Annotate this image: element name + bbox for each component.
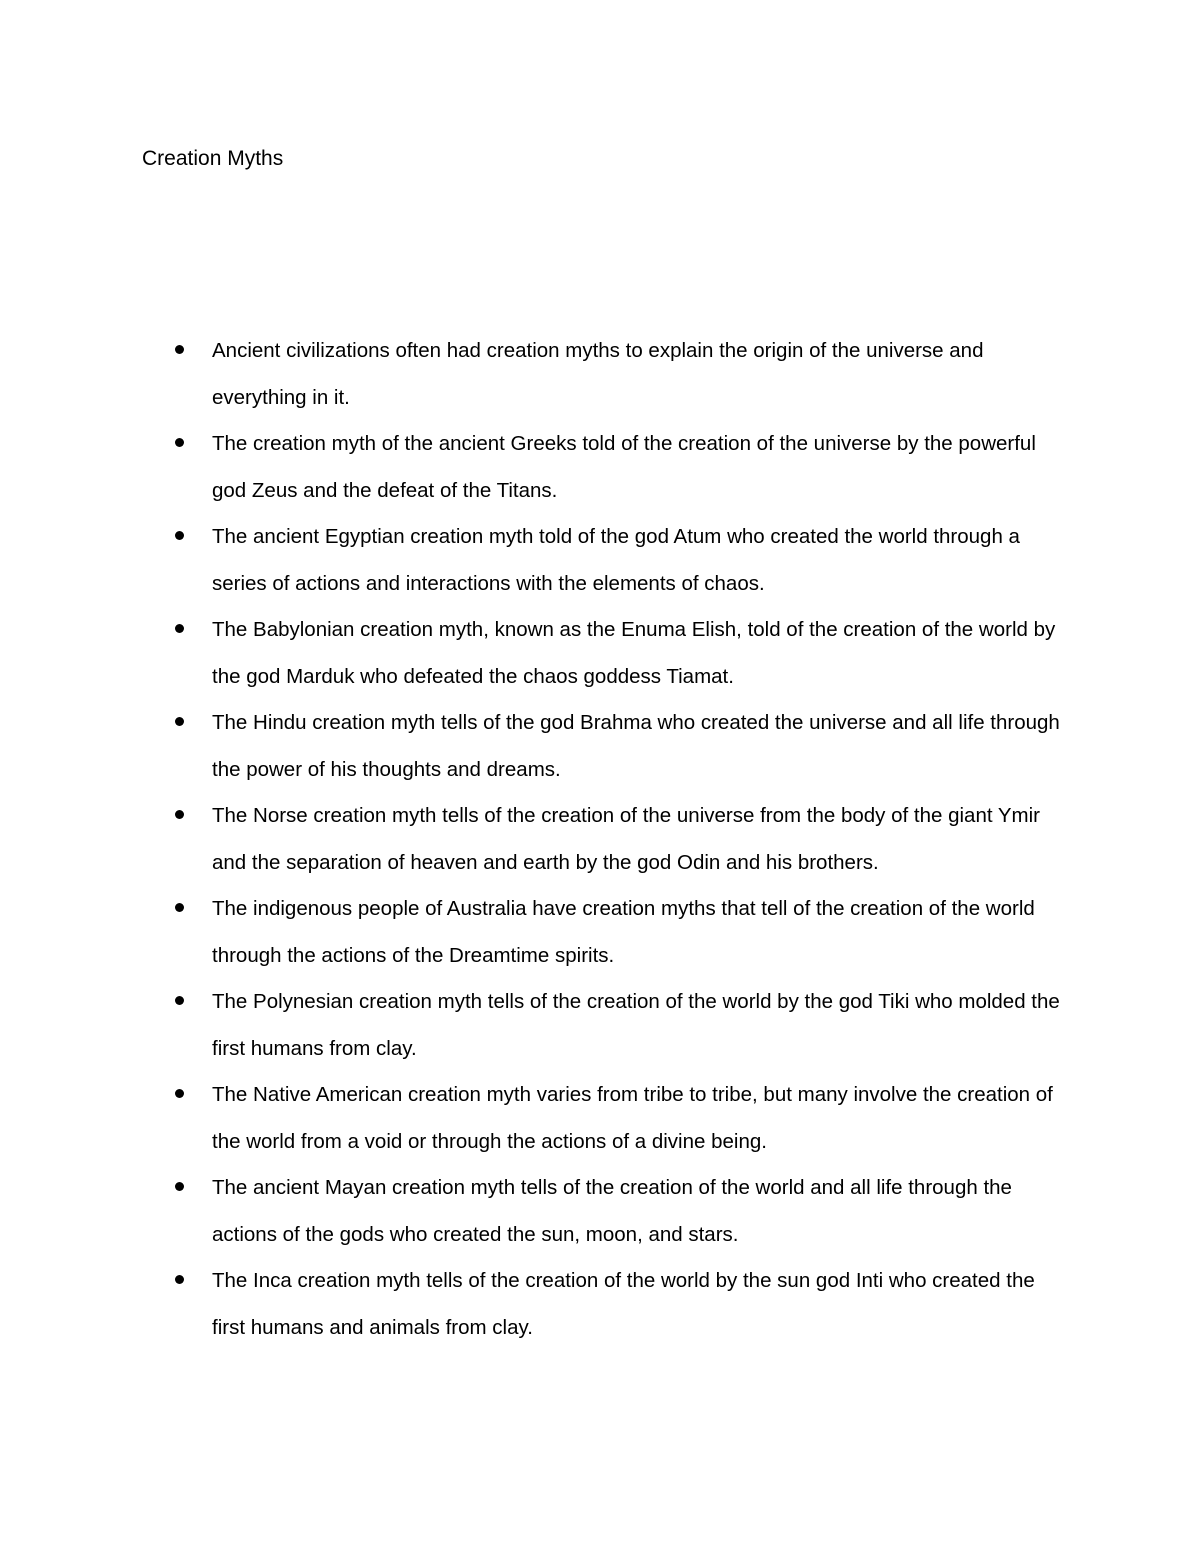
list-item-text: The Polynesian creation myth tells of the creation of the world by the god Tiki who molded the first humans from clay.: [212, 990, 1060, 1060]
creation-myths-list: [0, 328, 1200, 1351]
bullet-icon: [175, 810, 184, 819]
list-item: [0, 421, 1072, 514]
list-item-text: The Babylonian creation myth, known as the Enuma Elish, told of the creation of the world by the god Marduk who defeated the chaos goddess Tiamat.: [212, 618, 1056, 688]
list-item: [0, 514, 1072, 607]
list-item-text: The ancient Mayan creation myth tells of the creation of the world and all life through the actions of the gods who created the sun, moon, and stars.: [212, 1176, 1012, 1246]
list-item: [0, 700, 1072, 793]
list-item: [0, 607, 1072, 700]
list-item-text: Ancient civilizations often had creation myths to explain the origin of the universe and everything in it.: [212, 339, 984, 409]
bullet-icon: [175, 903, 184, 912]
bullet-icon: [175, 996, 184, 1005]
list-item-text: The Norse creation myth tells of the creation of the universe from the body of the giant Ymir and the separation of heaven and earth by the god Odin and his brothers.: [212, 804, 1041, 874]
bullet-icon: [175, 717, 184, 726]
list-item-text: The Native American creation myth varies from tribe to tribe, but many involve the creation of the world from a void or through the actions of a divine being.: [212, 1083, 1053, 1153]
bullet-icon: [175, 1275, 184, 1284]
bullet-icon: [175, 624, 184, 633]
bullet-icon: [175, 345, 184, 354]
list-item: [0, 886, 1072, 979]
bullet-icon: [175, 438, 184, 447]
list-item-text: The Inca creation myth tells of the creation of the world by the sun god Inti who created the first humans and animals from clay.: [212, 1269, 1035, 1339]
bullet-icon: [175, 531, 184, 540]
bullet-icon: [175, 1089, 184, 1098]
list-item: [0, 793, 1072, 886]
list-item: [0, 979, 1072, 1072]
bullet-icon: [175, 1182, 184, 1191]
document-title: Creation Myths: [142, 147, 284, 170]
list-item-text: The indigenous people of Australia have creation myths that tell of the creation of the world through the actions of the Dreamtime spirits.: [212, 897, 1035, 967]
list-item: [0, 1258, 1072, 1351]
list-item-text: The ancient Egyptian creation myth told of the god Atum who created the world through a series of actions and interactions with the elements of chaos.: [212, 525, 1020, 595]
list-item: [0, 328, 1072, 421]
list-item: [0, 1072, 1072, 1165]
list-item-text: The Hindu creation myth tells of the god Brahma who created the universe and all life through the power of his thoughts and dreams.: [212, 711, 1060, 781]
list-item: [0, 1165, 1072, 1258]
list-item-text: The creation myth of the ancient Greeks told of the creation of the universe by the powerful god Zeus and the defeat of the Titans.: [212, 432, 1036, 502]
